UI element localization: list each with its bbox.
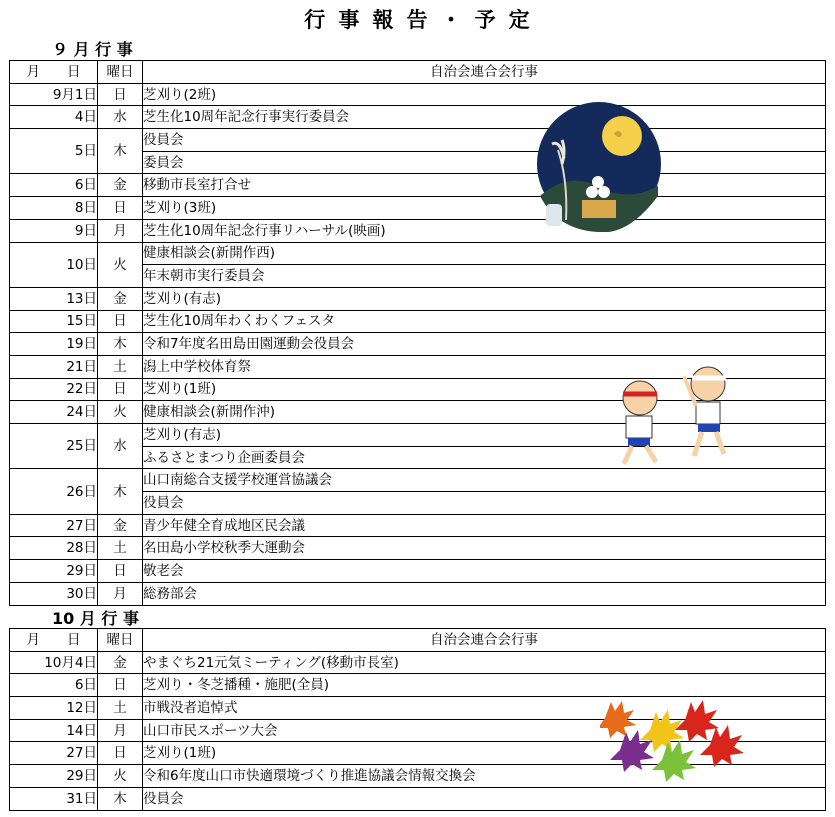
table-header-row xyxy=(10,61,826,84)
event-cell: 芝刈り(2班) xyxy=(143,83,826,106)
table-row xyxy=(10,560,826,583)
table-header-row xyxy=(10,629,826,652)
date-cell: 8日 xyxy=(10,197,98,220)
event-cell: 潟上中学校体育祭 xyxy=(143,355,826,378)
event-cell: 山口南総合支援学校運営協議会 xyxy=(143,469,826,492)
day-of-week-cell: 日 xyxy=(98,560,143,583)
date-cell: 10日 xyxy=(10,242,98,287)
day-of-week-cell: 日 xyxy=(98,742,143,765)
date-cell: 27日 xyxy=(10,742,98,765)
table-row xyxy=(10,651,826,674)
event-cell: 山口市民スポーツ大会 xyxy=(143,719,826,742)
event-cell: 健康相談会(新開作沖) xyxy=(143,401,826,424)
day-of-week-cell: 木 xyxy=(98,129,143,174)
header-date: 月 日 xyxy=(10,61,98,84)
day-of-week-cell: 水 xyxy=(98,106,143,129)
date-cell: 28日 xyxy=(10,537,98,560)
event-cell: 名田島小学校秋季大運動会 xyxy=(143,537,826,560)
day-of-week-cell: 火 xyxy=(98,765,143,788)
event-cell: 芝生化10周年わくわくフェスタ xyxy=(143,310,826,333)
event-cell: 青少年健全育成地区民会議 xyxy=(143,514,826,537)
date-cell: 14日 xyxy=(10,719,98,742)
date-cell: 6日 xyxy=(10,674,98,697)
day-of-week-cell: 土 xyxy=(98,697,143,720)
table-row xyxy=(10,333,826,356)
event-cell: 芝生化10周年記念行事リハーサル(映画) xyxy=(143,219,826,242)
day-of-week-cell: 日 xyxy=(98,378,143,401)
event-cell: 総務部会 xyxy=(143,582,826,605)
day-of-week-cell: 土 xyxy=(98,537,143,560)
table-row xyxy=(10,537,826,560)
sports-day-runners-illustration xyxy=(612,360,742,472)
date-cell: 9月1日 xyxy=(10,83,98,106)
date-cell: 4日 xyxy=(10,106,98,129)
event-cell: 役員会 xyxy=(143,492,826,515)
date-cell: 31日 xyxy=(10,787,98,810)
event-cell: 健康相談会(新開作西) xyxy=(143,242,826,265)
day-of-week-cell: 木 xyxy=(98,469,143,514)
date-cell: 24日 xyxy=(10,401,98,424)
day-of-week-cell: 土 xyxy=(98,355,143,378)
date-cell: 15日 xyxy=(10,310,98,333)
date-cell: 10月4日 xyxy=(10,651,98,674)
page-title: 行 事 報 告 ・ 予 定 xyxy=(304,8,531,32)
october-heading: 10 月 行 事 xyxy=(52,609,139,628)
date-cell: 9日 xyxy=(10,219,98,242)
date-cell: 5日 xyxy=(10,129,98,174)
day-of-week-cell: 月 xyxy=(98,219,143,242)
event-cell: 令和7年度名田島田園運動会役員会 xyxy=(143,333,826,356)
event-cell: 芝刈り(有志) xyxy=(143,424,826,447)
day-of-week-cell: 日 xyxy=(98,197,143,220)
event-cell: ふるさとまつり企画委員会 xyxy=(143,446,826,469)
table-row xyxy=(10,514,826,537)
table-row xyxy=(10,469,826,492)
day-of-week-cell: 火 xyxy=(98,242,143,287)
event-cell: 令和6年度山口市快適環境づくり推進協議会情報交換会 xyxy=(143,765,826,788)
september-schedule-table xyxy=(9,60,826,606)
day-of-week-cell: 木 xyxy=(98,333,143,356)
header-day-of-week: 曜日 xyxy=(98,629,143,652)
autumn-maple-leaves-illustration xyxy=(600,690,745,785)
event-cell: 移動市長室打合せ xyxy=(143,174,826,197)
table-row xyxy=(10,174,826,197)
day-of-week-cell: 金 xyxy=(98,287,143,310)
header-date: 月 日 xyxy=(10,629,98,652)
event-cell: 役員会 xyxy=(143,129,826,152)
table-row xyxy=(10,83,826,106)
date-cell: 26日 xyxy=(10,469,98,514)
day-of-week-cell: 日 xyxy=(98,83,143,106)
event-cell: 委員会 xyxy=(143,151,826,174)
day-of-week-cell: 木 xyxy=(98,787,143,810)
event-cell: 芝刈り(1班) xyxy=(143,742,826,765)
event-cell: やまぐち21元気ミーティング(移動市長室) xyxy=(143,651,826,674)
event-cell: 市戦没者追悼式 xyxy=(143,697,826,720)
table-row xyxy=(10,106,826,129)
event-cell: 敬老会 xyxy=(143,560,826,583)
event-cell: 年末朝市実行委員会 xyxy=(143,265,826,288)
date-cell: 30日 xyxy=(10,582,98,605)
september-heading: ９ 月 行 事 xyxy=(52,40,133,59)
date-cell: 19日 xyxy=(10,333,98,356)
date-cell: 22日 xyxy=(10,378,98,401)
day-of-week-cell: 金 xyxy=(98,651,143,674)
event-cell: 役員会 xyxy=(143,787,826,810)
event-cell: 芝刈り(1班) xyxy=(143,378,826,401)
date-cell: 12日 xyxy=(10,697,98,720)
table-row xyxy=(10,310,826,333)
day-of-week-cell: 水 xyxy=(98,424,143,469)
day-of-week-cell: 月 xyxy=(98,719,143,742)
header-event: 自治会連合会行事 xyxy=(143,629,826,652)
date-cell: 27日 xyxy=(10,514,98,537)
table-row xyxy=(10,129,826,152)
moon-viewing-illustration xyxy=(532,100,667,232)
day-of-week-cell: 火 xyxy=(98,401,143,424)
day-of-week-cell: 金 xyxy=(98,174,143,197)
event-cell: 芝刈り(有志) xyxy=(143,287,826,310)
table-row xyxy=(10,787,826,810)
event-cell: 芝生化10周年記念行事実行委員会 xyxy=(143,106,826,129)
day-of-week-cell: 月 xyxy=(98,582,143,605)
day-of-week-cell: 日 xyxy=(98,310,143,333)
date-cell: 29日 xyxy=(10,765,98,788)
event-cell: 芝刈り・冬芝播種・施肥(全員) xyxy=(143,674,826,697)
day-of-week-cell: 金 xyxy=(98,514,143,537)
table-row xyxy=(10,219,826,242)
header-day-of-week: 曜日 xyxy=(98,61,143,84)
table-row xyxy=(10,197,826,220)
header-event: 自治会連合会行事 xyxy=(143,61,826,84)
date-cell: 29日 xyxy=(10,560,98,583)
table-row xyxy=(10,242,826,265)
day-of-week-cell: 日 xyxy=(98,674,143,697)
table-row xyxy=(10,582,826,605)
date-cell: 13日 xyxy=(10,287,98,310)
date-cell: 6日 xyxy=(10,174,98,197)
date-cell: 25日 xyxy=(10,424,98,469)
table-row xyxy=(10,287,826,310)
date-cell: 21日 xyxy=(10,355,98,378)
event-cell: 芝刈り(3班) xyxy=(143,197,826,220)
